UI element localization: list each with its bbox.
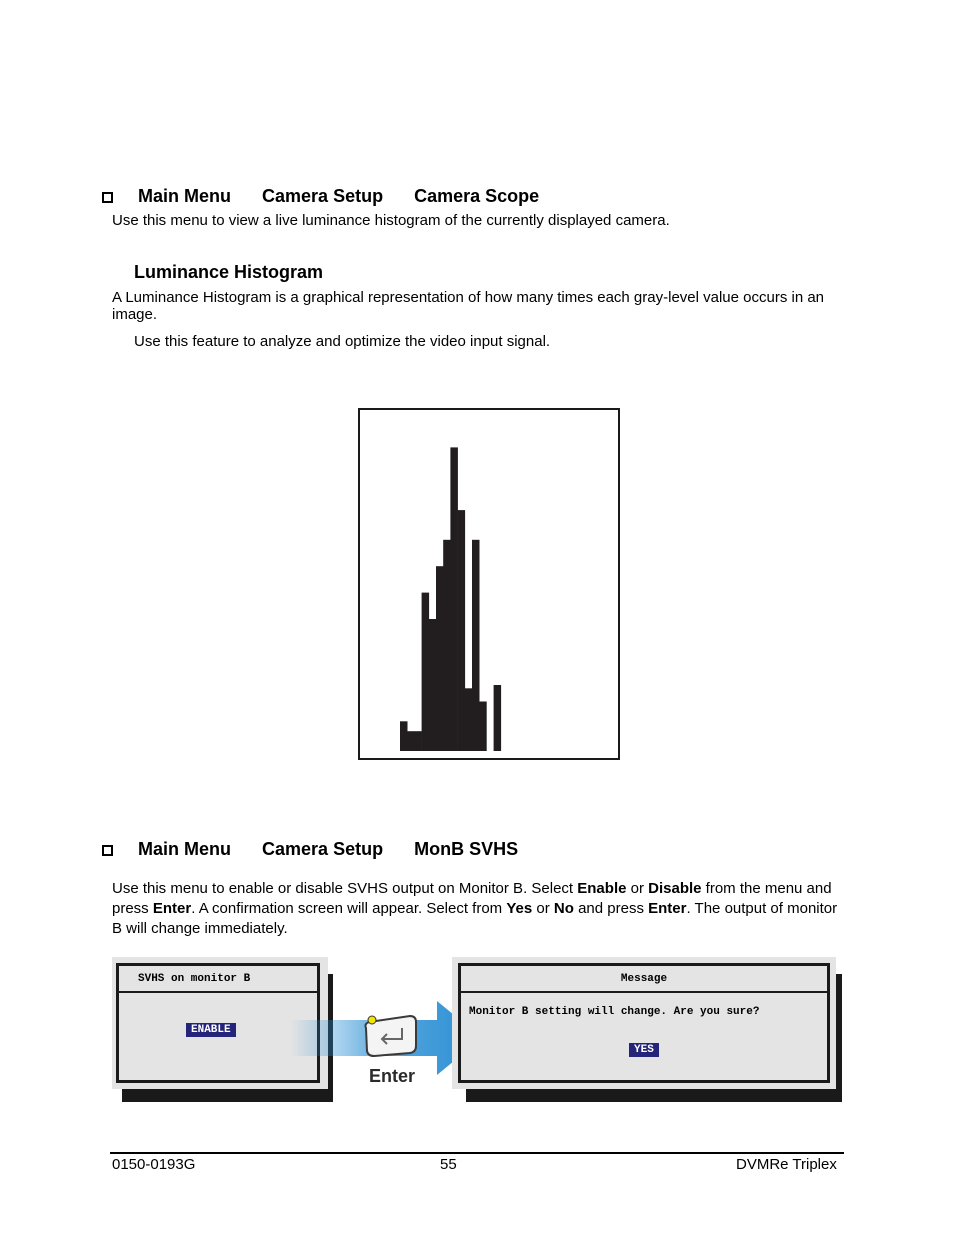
breadcrumb-item: Main Menu xyxy=(138,186,232,206)
enable-option[interactable]: ENABLE xyxy=(186,1023,236,1037)
breadcrumb-item: MonB SVHS xyxy=(414,839,519,859)
histogram-bar-8 xyxy=(458,510,466,751)
histogram-chart xyxy=(360,410,618,758)
intro-text: Use this menu to view a live luminance histogram of the currently displayed camera. xyxy=(112,212,670,229)
histogram-usage: Use this feature to analyze and optimize the video input signal. xyxy=(134,333,551,350)
histogram-frame xyxy=(358,408,620,760)
histogram-bar-10 xyxy=(472,540,480,751)
svhs-menu-title: SVHS on monitor B xyxy=(138,973,251,985)
histogram-bar-5 xyxy=(436,566,444,751)
divider xyxy=(119,991,317,993)
section-heading-camera-scope xyxy=(102,186,539,207)
checkbox-icon xyxy=(102,845,113,856)
histogram-description: A Luminance Histogram is a graphical representation of how many times each gray-level value occurs in an image. xyxy=(112,289,825,323)
histogram-bar-11 xyxy=(479,702,487,752)
histogram-bar-1 xyxy=(407,731,415,751)
histogram-bar-0 xyxy=(400,721,408,751)
enter-key-label: Enter xyxy=(369,1066,416,1086)
footer-page-number: 55 xyxy=(440,1156,457,1173)
breadcrumb-item: Main Menu xyxy=(138,839,232,859)
histogram-bar-2 xyxy=(414,731,422,751)
histogram-bar-9 xyxy=(465,688,473,751)
footer-rule xyxy=(110,1152,844,1154)
breadcrumb-item: Camera Scope xyxy=(414,186,540,206)
histogram-bar-3 xyxy=(422,593,430,751)
confirmation-screen xyxy=(452,957,836,1089)
confirmation-panel xyxy=(458,963,830,1083)
yes-option[interactable]: YES xyxy=(629,1043,659,1057)
histogram-bar-7 xyxy=(450,447,458,751)
svhs-description: Use this menu to enable or disable SVHS output on Monitor B. Select Enable or Disable from the menu and press Enter. A confirmation screen will appear. Select from Yes or No and press Enter. The output of monitor B will change immediately. xyxy=(112,880,838,937)
section-heading-monb-svhs xyxy=(102,839,518,860)
indicator-dot-icon xyxy=(368,1016,376,1024)
footer-doc-number: 0150-0193G xyxy=(112,1156,196,1173)
checkbox-icon xyxy=(102,192,113,203)
histogram-bar-4 xyxy=(429,619,437,751)
confirmation-message: Monitor B setting will change. Are you sure? xyxy=(469,1006,760,1018)
subheading-luminance-histogram: Luminance Histogram xyxy=(134,262,324,282)
breadcrumb-item: Camera Setup xyxy=(262,186,384,206)
histogram-bar-6 xyxy=(443,540,451,751)
breadcrumb-item: Camera Setup xyxy=(262,839,384,859)
message-title: Message xyxy=(620,973,668,985)
histogram-bar-13 xyxy=(494,685,502,751)
footer-product: DVMRe Triplex xyxy=(736,1156,837,1173)
divider xyxy=(461,991,827,993)
